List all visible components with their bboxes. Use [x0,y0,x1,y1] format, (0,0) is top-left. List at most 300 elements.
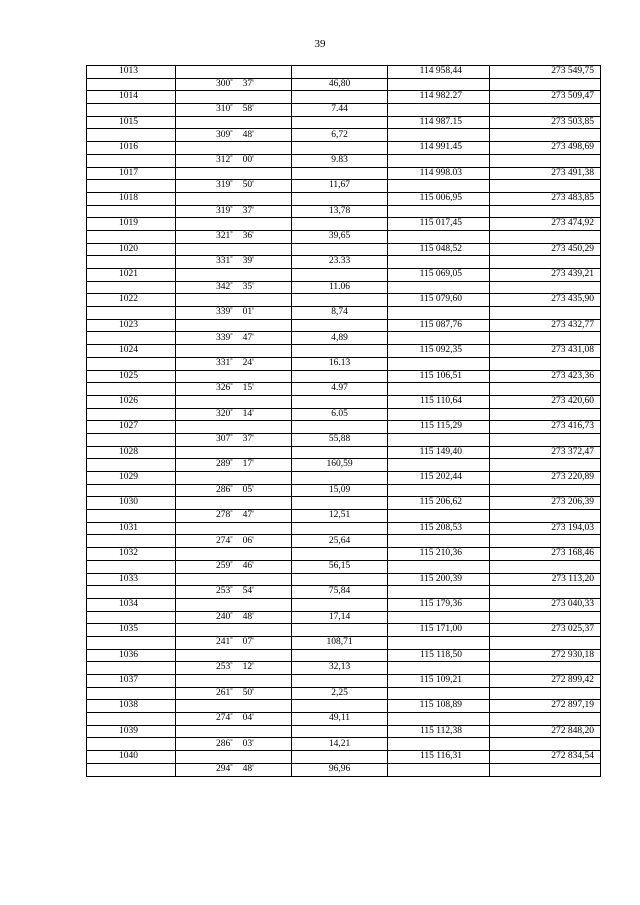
x-coordinate: 115 115,29 [388,421,490,434]
direction-angle [176,636,292,649]
empty-cell [292,345,388,358]
degree-symbol: ° [230,332,233,339]
y-coordinate: 273 549,75 [490,66,601,79]
angle-degrees [216,282,233,292]
degree-symbol: ° [230,510,233,517]
point-row [87,446,601,459]
empty-cell [388,357,490,370]
x-coordinate: 115 200,39 [388,573,490,586]
empty-cell [87,154,176,167]
angle-degrees [216,739,233,749]
degrees-value: 342 [216,281,231,292]
point-id: 1032 [87,548,176,561]
empty-cell [490,78,601,91]
degrees-value: 320 [216,408,231,419]
angle-degrees [216,333,233,343]
point-id: 1030 [87,497,176,510]
empty-cell [292,522,388,535]
empty-cell [388,560,490,573]
empty-cell [292,649,388,662]
empty-cell [388,510,490,523]
point-row [87,472,601,485]
distance: 13,78 [292,205,388,218]
empty-cell [490,662,601,675]
x-coordinate: 115 171,00 [388,624,490,637]
empty-cell [388,408,490,421]
degree-symbol: ° [230,231,233,238]
angle-minutes: 12' [242,662,254,673]
angle-degrees [216,383,233,393]
empty-cell [490,281,601,294]
segment-row [87,433,601,446]
x-coordinate: 115 109,21 [388,675,490,688]
degree-symbol: ° [230,307,233,314]
empty-cell [176,91,292,104]
direction-angle [176,713,292,726]
angle-minutes: 46' [242,560,254,571]
point-id: 1036 [87,649,176,662]
distance: 108,71 [292,636,388,649]
degrees-value: 294 [216,763,231,774]
x-coordinate: 115 210,36 [388,548,490,561]
empty-cell [176,243,292,256]
direction-angle [176,510,292,523]
y-coordinate: 273 439,21 [490,269,601,282]
empty-cell [388,307,490,320]
direction-angle [176,180,292,193]
direction-angle [176,662,292,675]
distance: 46,80 [292,78,388,91]
angle-degrees [216,561,233,571]
degree-symbol: ° [230,408,233,415]
empty-cell [176,192,292,205]
empty-cell [176,269,292,282]
point-id: 1038 [87,700,176,713]
angle-degrees [216,612,233,622]
empty-cell [176,66,292,79]
angle-minutes: 37' [242,434,254,445]
degree-symbol: ° [230,205,233,212]
distance: 49,11 [292,713,388,726]
y-coordinate: 273 206,39 [490,497,601,510]
y-coordinate: 273 432,77 [490,319,601,332]
empty-cell [87,763,176,776]
empty-cell [176,649,292,662]
degree-symbol: ° [230,713,233,720]
degrees-value: 259 [216,560,231,571]
empty-cell [87,332,176,345]
y-coordinate: 273 503,85 [490,116,601,129]
distance: 17,14 [292,611,388,624]
x-coordinate: 115 202,44 [388,472,490,485]
distance: 6,72 [292,129,388,142]
x-coordinate: 115 092,35 [388,345,490,358]
point-row [87,319,601,332]
segment-row [87,662,601,675]
angle-degrees [216,459,233,469]
point-id: 1037 [87,675,176,688]
empty-cell [388,205,490,218]
empty-cell [292,573,388,586]
empty-cell [388,586,490,599]
empty-cell [490,180,601,193]
empty-cell [490,586,601,599]
point-row [87,624,601,637]
point-id: 1023 [87,319,176,332]
point-row [87,421,601,434]
empty-cell [176,675,292,688]
distance: 11.06 [292,281,388,294]
empty-cell [292,725,388,738]
degrees-value: 312 [216,154,231,165]
segment-row [87,713,601,726]
segment-row [87,738,601,751]
distance: 16.13 [292,357,388,370]
point-id: 1034 [87,598,176,611]
empty-cell [292,395,388,408]
angle-minutes: 05' [242,484,254,495]
angle-minutes: 54' [242,586,254,597]
point-id: 1033 [87,573,176,586]
empty-cell [87,636,176,649]
empty-cell [176,294,292,307]
distance: 23.33 [292,256,388,269]
empty-cell [490,205,601,218]
direction-angle [176,307,292,320]
point-row [87,66,601,79]
direction-angle [176,383,292,396]
point-id: 1022 [87,294,176,307]
point-row [87,167,601,180]
angle-minutes: 35' [242,281,254,292]
angle-minutes: 03' [242,738,254,749]
point-row [87,218,601,231]
empty-cell [388,484,490,497]
empty-cell [388,459,490,472]
y-coordinate: 272 897,19 [490,700,601,713]
segment-row [87,459,601,472]
empty-cell [388,104,490,117]
degrees-value: 339 [216,307,231,318]
empty-cell [490,332,601,345]
segment-row [87,104,601,117]
angle-degrees [216,688,233,698]
distance: 55,88 [292,433,388,446]
point-id: 1021 [87,269,176,282]
y-coordinate: 273 025,37 [490,624,601,637]
angle-minutes: 17' [242,459,254,470]
point-row [87,522,601,535]
direction-angle [176,256,292,269]
empty-cell [490,408,601,421]
degree-symbol: ° [230,560,233,567]
direction-angle [176,230,292,243]
empty-cell [176,446,292,459]
segment-row [87,180,601,193]
empty-cell [87,408,176,421]
distance: 25,64 [292,535,388,548]
empty-cell [388,281,490,294]
empty-cell [490,357,601,370]
empty-cell [176,218,292,231]
empty-cell [87,433,176,446]
direction-angle [176,332,292,345]
degrees-value: 261 [216,687,231,698]
degrees-value: 321 [216,231,231,242]
direction-angle [176,433,292,446]
degrees-value: 339 [216,332,231,343]
angle-degrees [216,662,233,672]
x-coordinate: 115 048,52 [388,243,490,256]
empty-cell [87,307,176,320]
x-coordinate: 115 206,62 [388,497,490,510]
degree-symbol: ° [230,586,233,593]
direction-angle [176,104,292,117]
segment-row [87,230,601,243]
degree-symbol: ° [230,763,233,770]
angle-minutes: 48' [242,763,254,774]
direction-angle [176,763,292,776]
point-row [87,497,601,510]
distance: 39,65 [292,230,388,243]
angle-minutes: 36' [242,231,254,242]
empty-cell [87,180,176,193]
direction-angle [176,586,292,599]
empty-cell [490,104,601,117]
degrees-value: 253 [216,586,231,597]
y-coordinate: 272 834,54 [490,751,601,764]
point-row [87,116,601,129]
angle-minutes: 01' [242,307,254,318]
direction-angle [176,535,292,548]
segment-row [87,307,601,320]
point-id: 1017 [87,167,176,180]
empty-cell [87,662,176,675]
x-coordinate: 115 017,45 [388,218,490,231]
segment-row [87,78,601,91]
y-coordinate: 273 372,47 [490,446,601,459]
point-id: 1026 [87,395,176,408]
empty-cell [176,573,292,586]
empty-cell [292,700,388,713]
empty-cell [292,218,388,231]
degrees-value: 310 [216,104,231,115]
angle-degrees [216,155,233,165]
degree-symbol: ° [230,357,233,364]
y-coordinate: 273 474,92 [490,218,601,231]
empty-cell [176,345,292,358]
angle-minutes: 14' [242,408,254,419]
point-row [87,192,601,205]
empty-cell [87,78,176,91]
distance: 9.83 [292,154,388,167]
empty-cell [388,332,490,345]
direction-angle [176,78,292,91]
empty-cell [490,713,601,726]
y-coordinate: 272 930,18 [490,649,601,662]
angle-degrees [216,206,233,216]
empty-cell [176,751,292,764]
point-id: 1035 [87,624,176,637]
segment-row [87,281,601,294]
empty-cell [490,484,601,497]
point-row [87,649,601,662]
degree-symbol: ° [230,459,233,466]
empty-cell [176,548,292,561]
y-coordinate: 273 435,90 [490,294,601,307]
direction-angle [176,738,292,751]
empty-cell [292,370,388,383]
angle-degrees [216,79,233,89]
empty-cell [388,687,490,700]
empty-cell [388,154,490,167]
empty-cell [292,91,388,104]
empty-cell [388,129,490,142]
segment-row [87,586,601,599]
distance: 75,84 [292,586,388,599]
point-id: 1019 [87,218,176,231]
x-coordinate: 115 108,89 [388,700,490,713]
point-row [87,675,601,688]
angle-minutes: 50' [242,180,254,191]
empty-cell [176,522,292,535]
empty-cell [490,459,601,472]
empty-cell [292,421,388,434]
empty-cell [292,675,388,688]
degrees-value: 307 [216,434,231,445]
x-coordinate: 115 118,50 [388,649,490,662]
degree-symbol: ° [230,611,233,618]
direction-angle [176,154,292,167]
y-coordinate: 273 431,08 [490,345,601,358]
empty-cell [292,472,388,485]
point-id: 1018 [87,192,176,205]
point-id: 1014 [87,91,176,104]
degree-symbol: ° [230,129,233,136]
distance: 8,74 [292,307,388,320]
degree-symbol: ° [230,637,233,644]
empty-cell [176,725,292,738]
empty-cell [176,700,292,713]
coordinates-table-body [87,66,601,777]
angle-minutes: 58' [242,104,254,115]
y-coordinate: 273 416,73 [490,421,601,434]
direction-angle [176,205,292,218]
empty-cell [490,763,601,776]
point-id: 1025 [87,370,176,383]
direction-angle [176,611,292,624]
angle-minutes: 39' [242,256,254,267]
point-row [87,598,601,611]
y-coordinate: 273 509,47 [490,91,601,104]
point-id: 1020 [87,243,176,256]
empty-cell [292,294,388,307]
distance: 32,13 [292,662,388,675]
angle-minutes: 48' [242,129,254,140]
y-coordinate: 273 194,03 [490,522,601,535]
y-coordinate: 273 450,29 [490,243,601,256]
degrees-value: 240 [216,611,231,622]
empty-cell [388,535,490,548]
angle-degrees [216,130,233,140]
empty-cell [87,205,176,218]
empty-cell [292,548,388,561]
segment-row [87,256,601,269]
degrees-value: 309 [216,129,231,140]
empty-cell [490,560,601,573]
point-row [87,345,601,358]
empty-cell [87,560,176,573]
y-coordinate: 273 220,89 [490,472,601,485]
segment-row [87,611,601,624]
angle-minutes: 37' [242,205,254,216]
y-coordinate: 272 848,20 [490,725,601,738]
angle-degrees [216,104,233,114]
empty-cell [388,738,490,751]
direction-angle [176,484,292,497]
angle-minutes: 00' [242,154,254,165]
angle-degrees [216,485,233,495]
degrees-value: 289 [216,459,231,470]
empty-cell [176,167,292,180]
point-row [87,142,601,155]
degrees-value: 274 [216,535,231,546]
empty-cell [176,497,292,510]
empty-cell [490,738,601,751]
angle-degrees [216,586,233,596]
degree-symbol: ° [230,484,233,491]
empty-cell [87,738,176,751]
degree-symbol: ° [230,180,233,187]
x-coordinate: 114 987.15 [388,116,490,129]
point-id: 1027 [87,421,176,434]
empty-cell [87,535,176,548]
empty-cell [490,636,601,649]
point-row [87,269,601,282]
point-row [87,548,601,561]
angle-minutes: 15' [242,383,254,394]
degrees-value: 331 [216,256,231,267]
y-coordinate: 273 168,46 [490,548,601,561]
distance: 7.44 [292,104,388,117]
distance: 14,21 [292,738,388,751]
x-coordinate: 114 982.27 [388,91,490,104]
segment-row [87,383,601,396]
empty-cell [87,510,176,523]
degree-symbol: ° [230,383,233,390]
empty-cell [292,243,388,256]
point-id: 1015 [87,116,176,129]
empty-cell [490,433,601,446]
x-coordinate: 115 069,05 [388,269,490,282]
x-coordinate: 115 179,36 [388,598,490,611]
y-coordinate: 272 899,42 [490,675,601,688]
empty-cell [87,713,176,726]
empty-cell [87,484,176,497]
degrees-value: 331 [216,357,231,368]
x-coordinate: 115 208,53 [388,522,490,535]
point-row [87,243,601,256]
page-number: 39 [314,38,326,50]
empty-cell [176,624,292,637]
x-coordinate: 115 006,95 [388,192,490,205]
segment-row [87,154,601,167]
point-row [87,370,601,383]
point-row [87,700,601,713]
y-coordinate: 273 040,33 [490,598,601,611]
angle-minutes: 48' [242,611,254,622]
empty-cell [490,383,601,396]
